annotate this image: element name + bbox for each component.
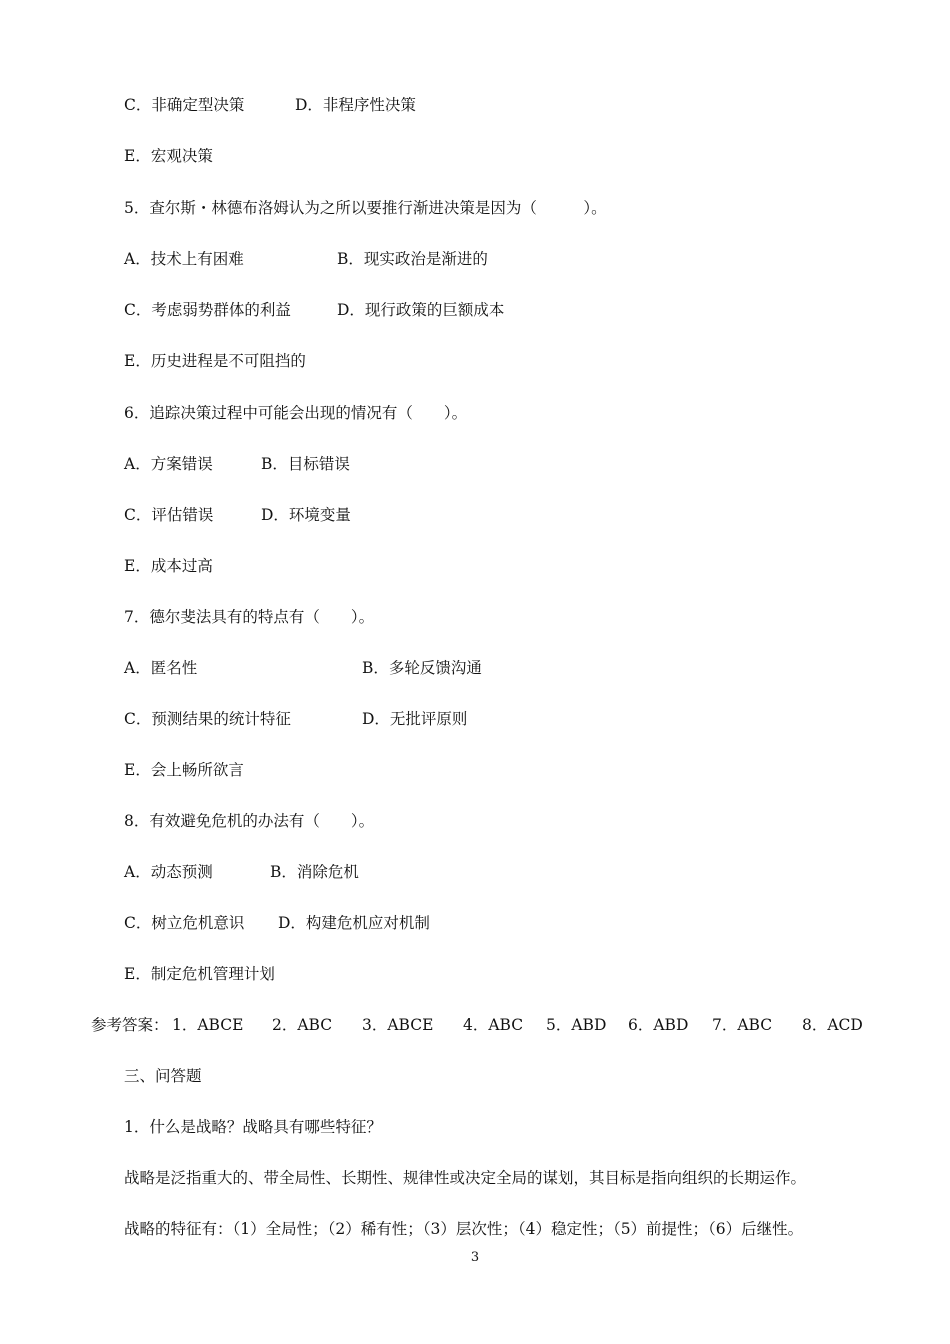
q7-option-d: D．无批评原则	[362, 710, 468, 728]
answer-key-label: 参考答案：	[91, 1016, 169, 1034]
q4-option-c: C．非确定型决策	[124, 96, 245, 114]
q8-option-d: D．构建危机应对机制	[278, 914, 430, 932]
answer-item: 8．ACD	[802, 1016, 863, 1034]
q6-option-b: B．目标错误	[261, 455, 350, 473]
q5-option-c: C．考虑弱势群体的利益	[124, 301, 291, 319]
q8-option-c: C．树立危机意识	[124, 914, 245, 932]
q5-option-b: B．现实政治是渐进的	[337, 250, 488, 268]
answer-item: 5．ABD	[546, 1016, 607, 1034]
answer-item: 7．ABC	[712, 1016, 773, 1034]
q8-option-b: B．消除危机	[270, 863, 359, 881]
q6-option-a: A．方案错误	[124, 455, 213, 473]
page-number: 3	[470, 1250, 480, 1265]
q8-option-a: A．动态预测	[124, 863, 213, 881]
q6-option-c: C．评估错误	[124, 506, 214, 524]
q5-option-a: A．技术上有困难	[124, 250, 244, 268]
q6-option-d: D．环境变量	[261, 506, 351, 524]
q7-option-a: A．匿名性	[124, 659, 198, 677]
answer-item: 2．ABC	[272, 1016, 333, 1034]
q7-option-c: C．预测结果的统计特征	[124, 710, 291, 728]
answer-item: 4．ABC	[463, 1016, 524, 1034]
q4-option-d: D．非程序性决策	[295, 96, 416, 114]
q7-option-b: B．多轮反馈沟通	[362, 659, 482, 677]
answer-item: 1．ABCE	[172, 1016, 244, 1034]
answer-item: 6．ABD	[628, 1016, 689, 1034]
answer-item: 3．ABCE	[362, 1016, 434, 1034]
q5-option-d: D．现行政策的巨额成本	[337, 301, 505, 319]
